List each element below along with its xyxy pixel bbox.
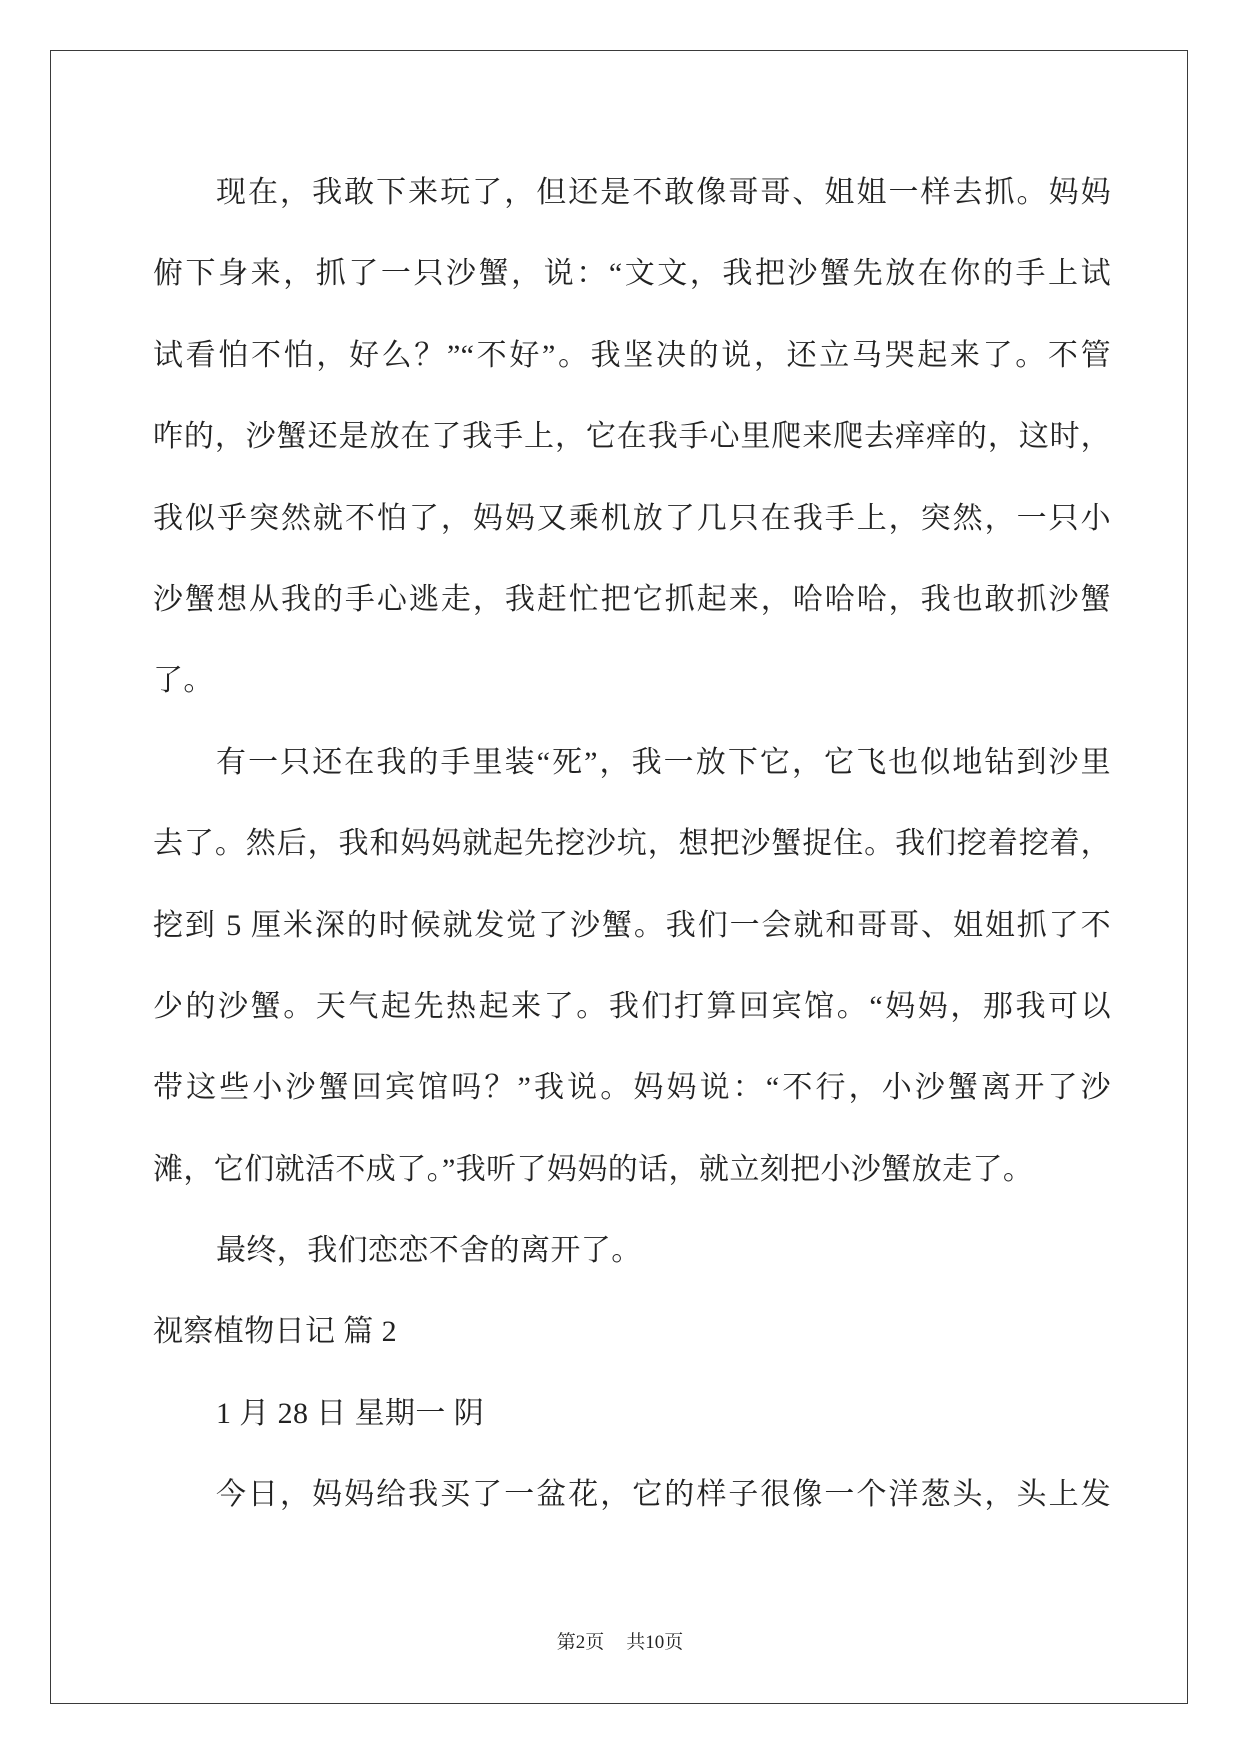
page-number: 第2页 [556,1632,605,1653]
text-line: 今日，妈妈给我买了一盆花，它的样子很像一个洋葱头，头上发 [216,1478,1111,1512]
text-line: 沙蟹想从我的手心逃走，我赶忙把它抓起来，哈哈哈，我也敢抓沙蟹 [153,582,1111,616]
text-line: 少的沙蟹。天气起先热起来了。我们打算回宾馆。“妈妈，那我可以 [153,989,1111,1023]
text-line: 挖到 5 厘米深的时候就发觉了沙蟹。我们一会就和哥哥、姐姐抓了不 [153,908,1111,942]
text-line: 试看怕不怕，好么？”“不好”。我坚决的说，还立马哭起来了。不管 [153,338,1111,372]
text-line: 最终，我们恋恋不舍的离开了。 [216,1234,642,1268]
text-line: 咋的，沙蟹还是放在了我手上，它在我手心里爬来爬去痒痒的，这时， [153,420,1111,454]
diary-date: 1 月 28 日 星期一 阴 [216,1396,485,1430]
total-pages: 共10页 [626,1632,684,1653]
page-footer [50,1627,1190,1654]
text-line: 滩，它们就活不成了。”我听了妈妈的话，就立刻把小沙蟹放走了。 [153,1152,1034,1186]
text-line: 去了。然后，我和妈妈就起先挖沙坑，想把沙蟹捉住。我们挖着挖着， [153,827,1111,861]
paragraph [153,1210,1111,1291]
paragraph [153,1454,1111,1535]
text-line: 现在，我敢下来玩了，但还是不敢像哥哥、姐姐一样去抓。妈妈 [216,176,1111,209]
text-line: 了。 [153,664,214,698]
text-line: 俯下身来，抓了一只沙蟹，说：“文文，我把沙蟹先放在你的手上试 [153,257,1111,291]
text-line: 带这些小沙蟹回宾馆吗？”我说。妈妈说：“不行，小沙蟹离开了沙 [153,1071,1111,1105]
text-line: 有一只还在我的手里装“死”，我一放下它，它飞也似地钻到沙里 [216,745,1111,779]
section-heading: 视察植物日记 篇 2 [153,1315,397,1349]
paragraph [153,722,1111,1210]
document-body [153,152,1111,1536]
paragraph [153,152,1111,722]
text-line: 我似乎突然就不怕了，妈妈又乘机放了几只在我手上，突然，一只小 [153,501,1111,535]
